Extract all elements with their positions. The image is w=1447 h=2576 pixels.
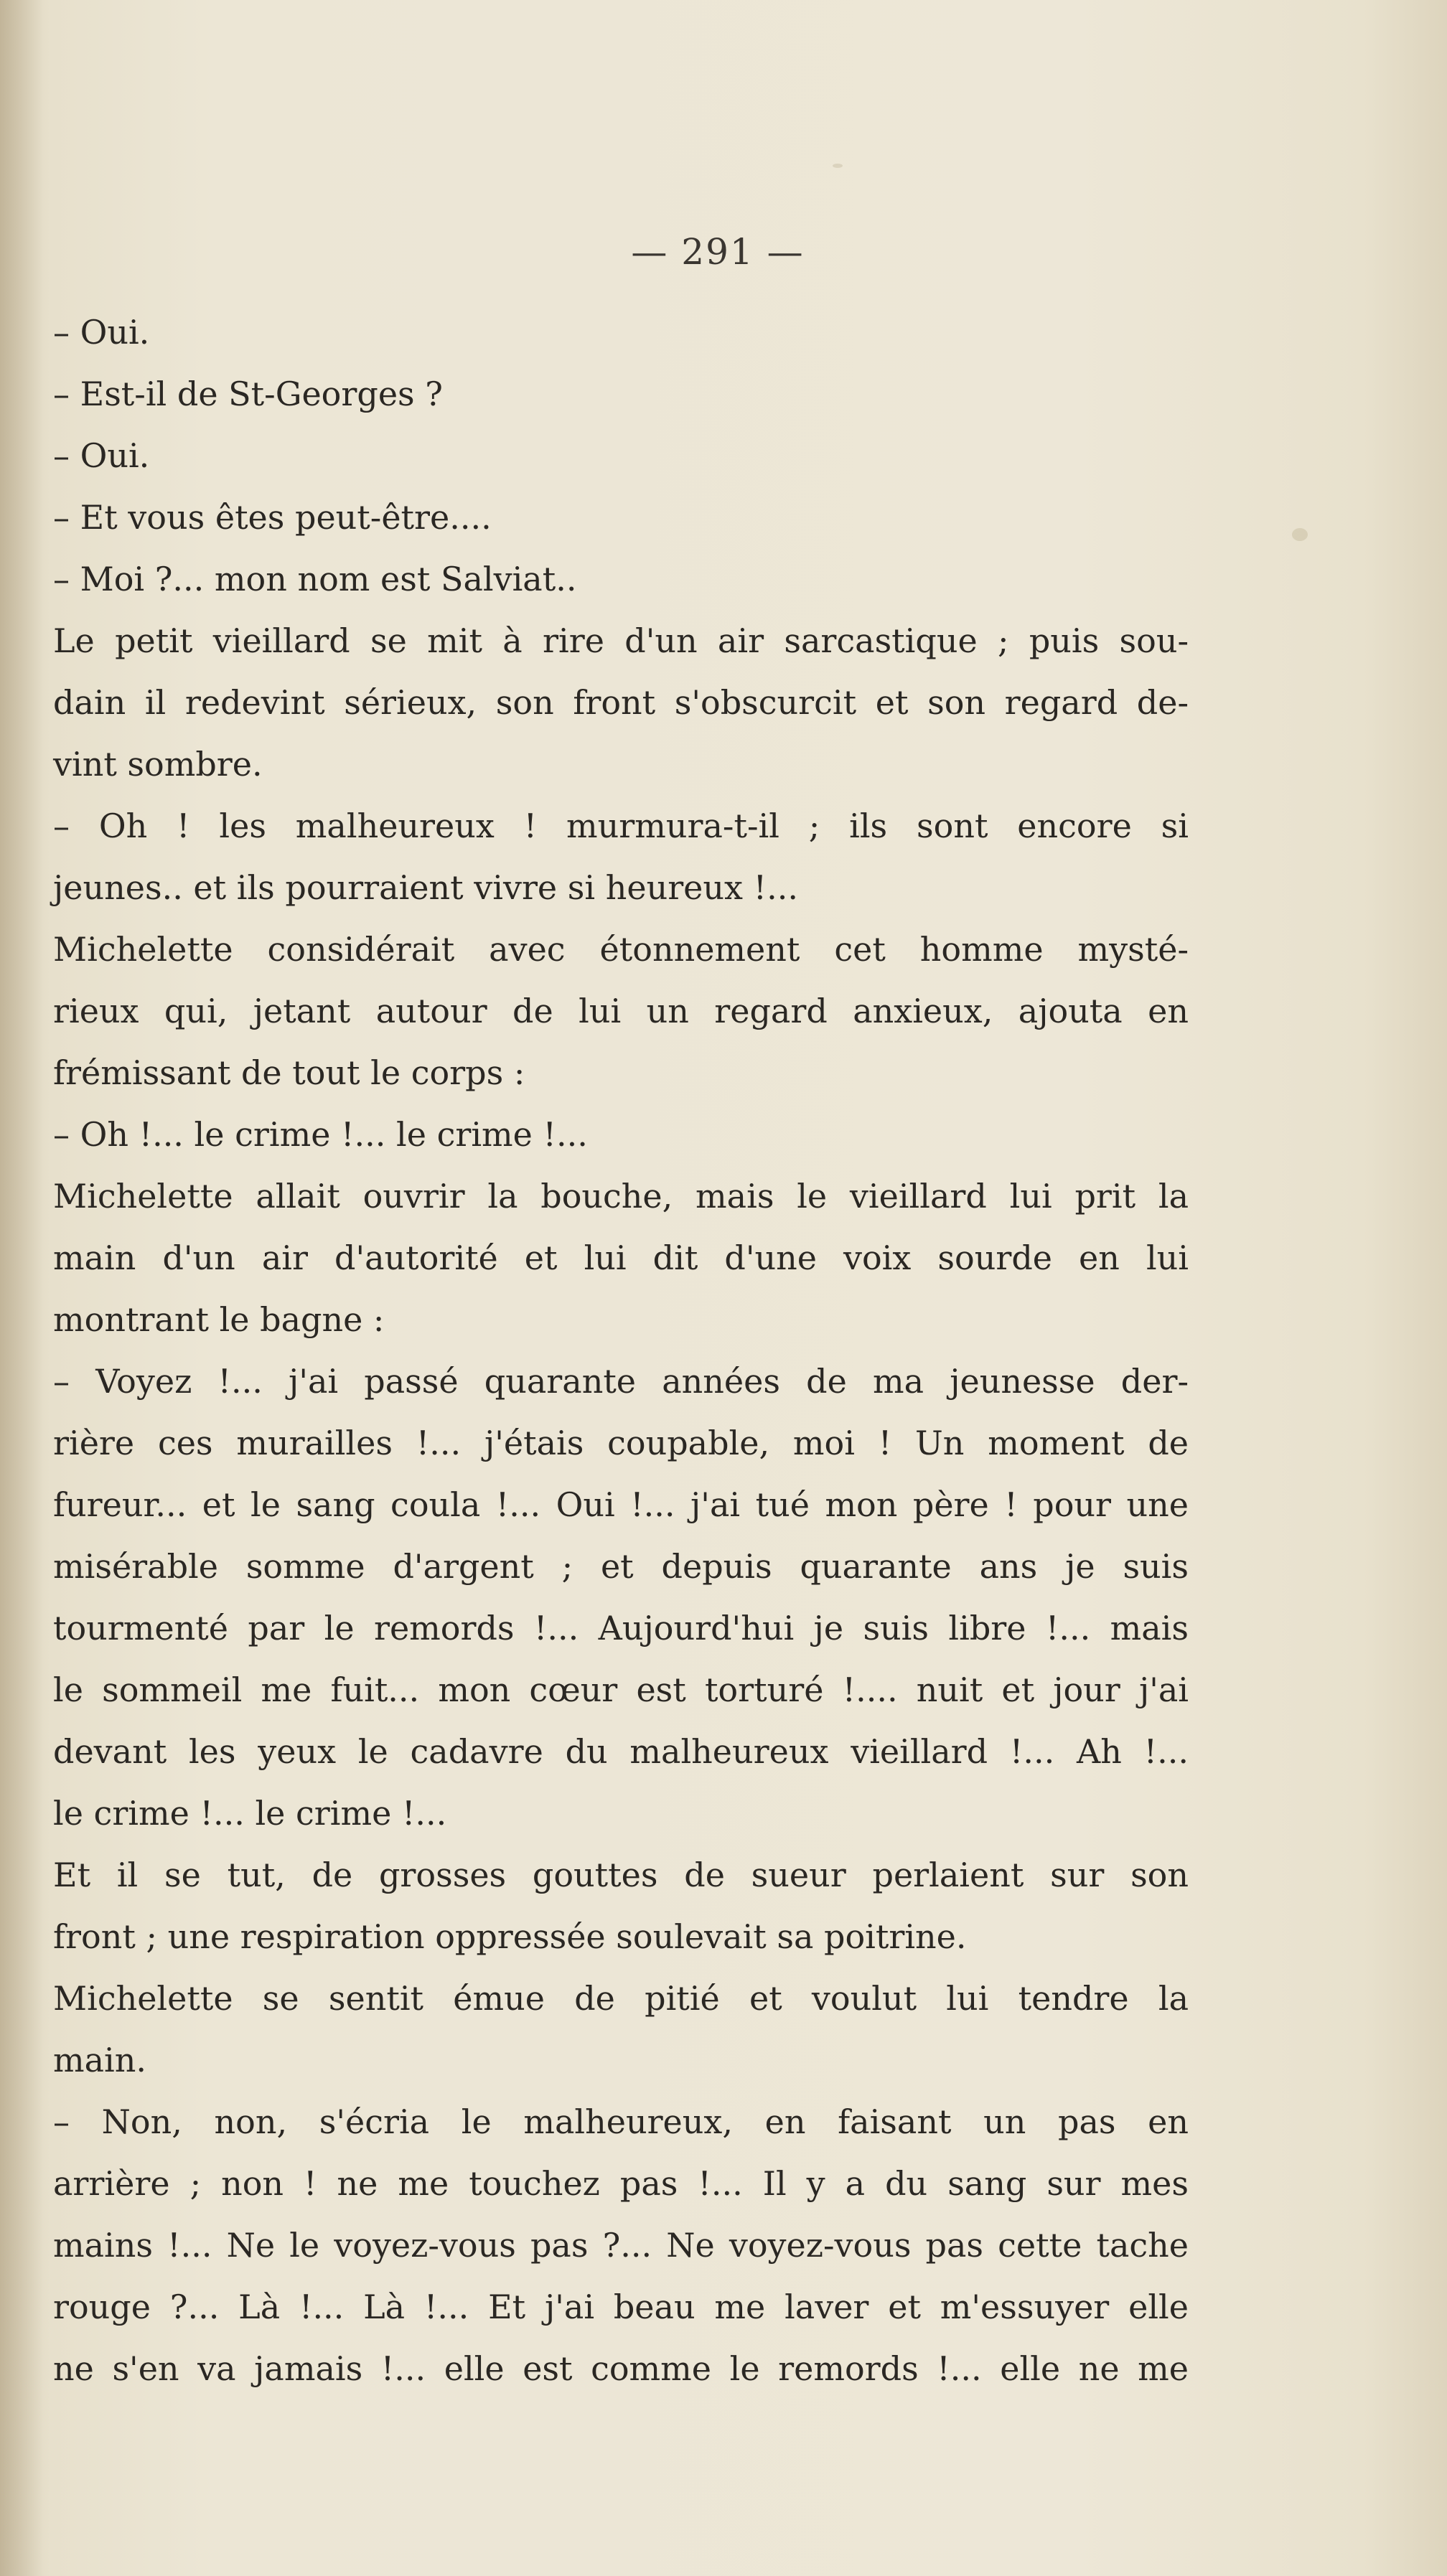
text-line: – Oui. bbox=[53, 313, 150, 352]
text-line: Le petit vieillard se mit à rire d'un air sarcastique ; puis sou- bbox=[53, 621, 1189, 660]
text-line: devant les yeux le cadavre du malheureux vieillard !... Ah !... bbox=[53, 1732, 1189, 1771]
text-line: – Oh ! les malheureux ! murmura-t-il ; ils sont encore si bbox=[53, 807, 1189, 845]
text-line: fureur... et le sang coula !... Oui !... j'ai tué mon père ! pour une bbox=[53, 1485, 1189, 1524]
text-line: Michelette considérait avec étonnement cet homme mysté- bbox=[53, 930, 1189, 969]
text-line: main. bbox=[53, 2041, 147, 2079]
text-line: main d'un air d'autorité et lui dit d'une voix sourde en lui bbox=[53, 1238, 1189, 1277]
binding-shadow bbox=[0, 0, 43, 2576]
text-line: front ; une respiration oppressée soulevait sa poitrine. bbox=[53, 1917, 967, 1956]
text-line: – Oh !... le crime !... le crime !... bbox=[53, 1115, 588, 1154]
text-line: mains !... Ne le voyez-vous pas ?... Ne voyez-vous pas cette tache bbox=[53, 2226, 1189, 2265]
text-line: Michelette allait ouvrir la bouche, mais le vieillard lui prit la bbox=[53, 1177, 1189, 1216]
text-line: frémissant de tout le corps : bbox=[53, 1053, 525, 1092]
text-line: – Oui. bbox=[53, 436, 150, 475]
text-line: – Moi ?... mon nom est Salviat.. bbox=[53, 560, 577, 598]
text-line: dain il redevint sérieux, son front s'obscurcit et son regard de- bbox=[53, 683, 1189, 722]
text-line: vint sombre. bbox=[53, 745, 263, 784]
paper-stain bbox=[833, 164, 843, 168]
text-line: – Et vous êtes peut-être.... bbox=[53, 498, 492, 537]
text-line: tourmenté par le remords !... Aujourd'hui je suis libre !... mais bbox=[53, 1609, 1189, 1647]
text-line: – Voyez !... j'ai passé quarante années de ma jeunesse der- bbox=[53, 1362, 1189, 1401]
text-line: le sommeil me fuit... mon cœur est torturé !.... nuit et jour j'ai bbox=[53, 1670, 1189, 1709]
text-line: arrière ; non ! ne me touchez pas !... Il y a du sang sur mes bbox=[53, 2164, 1189, 2203]
paper-stain bbox=[1292, 528, 1308, 541]
text-line: montrant le bagne : bbox=[53, 1300, 385, 1339]
text-line: Michelette se sentit émue de pitié et voulut lui tendre la bbox=[53, 1979, 1189, 2018]
text-line: rieux qui, jetant autour de lui un regard anxieux, ajouta en bbox=[53, 992, 1189, 1030]
page-number: — 291 — bbox=[631, 231, 805, 273]
text-line: le crime !... le crime !... bbox=[53, 1794, 447, 1833]
text-line: Et il se tut, de grosses gouttes de sueur perlaient sur son bbox=[53, 1856, 1189, 1894]
text-line: – Non, non, s'écria le malheureux, en faisant un pas en bbox=[53, 2102, 1189, 2141]
text-line: jeunes.. et ils pourraient vivre si heureux !... bbox=[53, 868, 798, 907]
text-line: – Est-il de St-Georges ? bbox=[53, 375, 443, 413]
text-line: misérable somme d'argent ; et depuis quarante ans je suis bbox=[53, 1547, 1189, 1586]
text-line: rouge ?... Là !... Là !... Et j'ai beau me laver et m'essuyer elle bbox=[53, 2288, 1189, 2326]
body-text bbox=[53, 301, 1189, 2399]
text-line: rière ces murailles !... j'étais coupable, moi ! Un moment de bbox=[53, 1424, 1189, 1462]
text-line: ne s'en va jamais !... elle est comme le remords !... elle ne me bbox=[53, 2349, 1189, 2388]
